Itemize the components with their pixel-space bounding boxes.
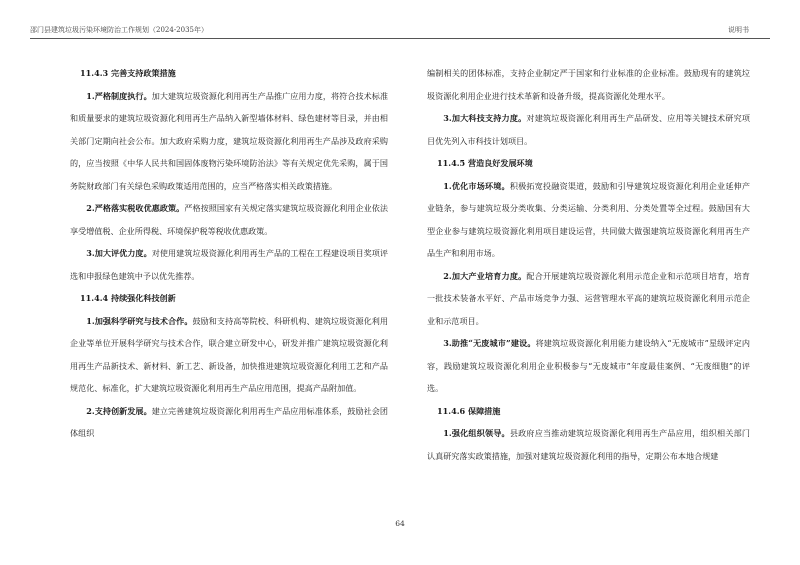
paragraph — [427, 332, 750, 400]
paragraph-lead: 3.助推“无废城市”建设。 — [443, 338, 536, 348]
paragraph-lead: 1.优化市场环境。 — [443, 180, 510, 191]
paragraph — [427, 107, 750, 152]
paragraph — [427, 265, 750, 333]
section-heading-11-4-6: 11.4.6 保障措施 — [437, 405, 501, 416]
paragraph — [70, 400, 388, 445]
paragraph-lead: 2.加大产业培育力度。 — [443, 270, 527, 281]
paragraph — [427, 422, 750, 467]
left-column — [70, 62, 388, 445]
paragraph-text: 积极拓宽投融资渠道，鼓励和引导建筑垃圾资源化利用企业延伸产业链条，参与建筑垃圾分类收集、分类运输、分类利用、分类处置等全过程。鼓励国有大型企业参与建筑垃圾资源化利用项目建设运营，共同做大做强建筑垃圾资源化利用再生产品生产和利用市场。 — [427, 180, 750, 258]
paragraph — [70, 197, 388, 242]
section-heading-11-4-3: 11.4.3 完善支持政策措施 — [80, 68, 176, 78]
header-divider — [30, 38, 770, 39]
section-heading-11-4-4: 11.4.4 持续强化科技创新 — [80, 293, 176, 303]
paragraph — [70, 310, 388, 400]
paragraph-lead: 1.加强科学研究与技术合作。 — [86, 315, 193, 326]
paragraph-lead: 3.加大科技支持力度。 — [443, 113, 527, 123]
page-number: 64 — [395, 519, 405, 528]
paragraph-lead: 3.加大评优力度。 — [86, 248, 152, 258]
paragraph-text: 县政府应当推动建筑垃圾资源化利用再生产品应用，组织相关部门认真研究落实政策措施，加强对建筑垃圾资源化利用的指导，定期公布本地合规建 — [427, 428, 750, 461]
paragraph — [427, 175, 750, 265]
header-section-label: 说明书 — [728, 26, 749, 34]
paragraph-text: 对使用建筑垃圾资源化利用再生产品的工程在工程建设项目奖项评选和申报绿色建筑中予以优先推荐。 — [70, 248, 388, 281]
paragraph-text: 将建筑垃圾资源化利用能力建设纳入“无废城市”星级评定内容，践励建筑垃圾资源化利用企业积极参与“无废城市”年度最佳案例、“无废细胞”的评选。 — [427, 338, 751, 393]
paragraph-continued: 编制相关的团体标准，支持企业制定严于国家和行业标准的企业标准。鼓励现有的建筑垃圾资源化利用企业进行技术革新和设备升级，提高资源化处理水平。 — [427, 68, 750, 101]
paragraph-lead: 1.严格制度执行。 — [86, 90, 152, 101]
paragraph-lead: 2.支持创新发展。 — [86, 405, 152, 416]
paragraph-text: 配合开展建筑垃圾资源化利用示范企业和示范项目培育，培育一批技术装备水平好、产品市场竞争力强、运营管理水平高的建筑垃圾资源化利用示范企业和示范项目。 — [427, 270, 750, 326]
paragraph-text: 严格按照国家有关规定落实建筑垃圾资源化利用企业依法享受增值税、企业所得税、环境保护税等税收优惠政策。 — [70, 203, 388, 236]
section-heading-11-4-5: 11.4.5 营造良好发展环境 — [437, 158, 533, 168]
paragraph-text: 对建筑垃圾资源化利用再生产品研发、应用等关键技术研究项目优先列入市科技计划项目。 — [427, 113, 750, 146]
header-document-title: 邵门县建筑垃圾污染环境防治工作规划（2024-2035年） — [30, 26, 208, 34]
paragraph-text: 加大建筑垃圾资源化利用再生产品推广应用力度，将符合技术标准和质量要求的建筑垃圾资源化利用再生产品纳入新型墙体材料、绿色建材等目录，并由相关部门定期向社会公布。加大政府采购力度，建筑垃圾资源化利用再生产品涉及政府采购的，应当按照《中华人民共和国固体废物污染环境防治法》等有关规定优先采购，属于国务院财政部门有关绿色采购政策适用范围的，应当严格落实相关政策措施。 — [70, 90, 388, 191]
paragraph — [70, 242, 388, 287]
paragraph-text: 建立完善建筑垃圾资源化利用再生产品应用标准体系，鼓励社会团体组织 — [70, 405, 388, 438]
paragraph-text: 鼓励和支持高等院校、科研机构、建筑垃圾资源化利用企业等单位开展科学研究与技术合作，联合建立研发中心，研发并推广建筑垃圾资源化利用再生产品新技术、新材料、新工艺、新设备，加快推进建筑垃圾资源化利用工艺和产品规范化、标准化，扩大建筑垃圾资源化利用再生产品应用范围，提高产品附加值。 — [70, 315, 388, 393]
paragraph-lead: 1.强化组织领导。 — [443, 428, 510, 438]
right-column — [427, 62, 750, 467]
paragraph — [70, 85, 388, 198]
paragraph-lead: 2.严格落实税收优惠政策。 — [86, 203, 185, 213]
